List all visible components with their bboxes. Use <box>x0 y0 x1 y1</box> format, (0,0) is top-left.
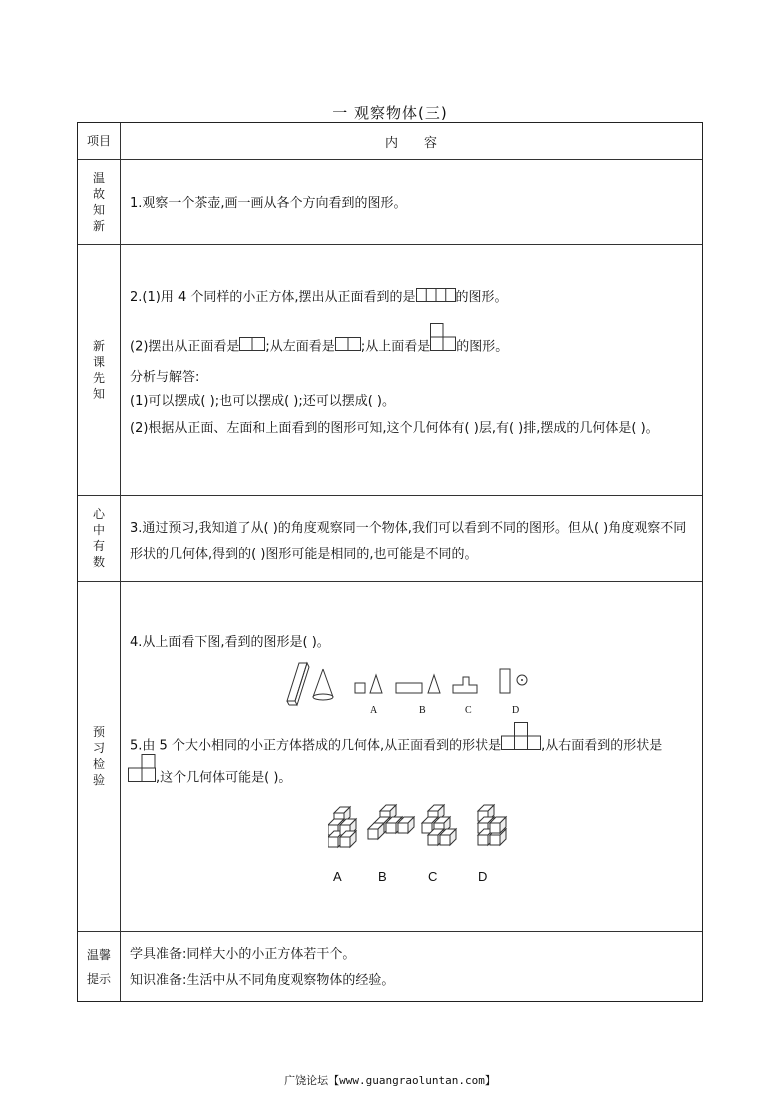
shape-right-view-icon <box>128 754 156 782</box>
q4-option-c[interactable]: C <box>465 705 472 716</box>
shape-front-view-icon <box>501 722 541 750</box>
assembly-a-icon <box>328 807 356 847</box>
solids-and-views-figure <box>285 661 545 713</box>
question-2-1: 2.(1)用 4 个同样的小正方体,摆出从正面看到的是 的图形。 <box>130 288 694 308</box>
cube-assemblies-figure <box>328 801 508 851</box>
shape-l-top-icon <box>430 323 456 351</box>
question-2-2: (2)摆出从正面看是 ;从左面看是 ;从上面看是 的图形。 <box>130 333 694 361</box>
answer-1: (1)可以摆成( );也可以摆成( );还可以摆成( )。 <box>130 394 396 409</box>
row-divider <box>78 931 702 932</box>
worksheet-table <box>77 122 703 1002</box>
row-divider <box>78 159 702 160</box>
option-a-square-icon <box>355 683 365 693</box>
section-check-content <box>130 581 694 931</box>
option-b-triangle-icon <box>428 675 440 693</box>
prism-icon <box>287 663 309 705</box>
q5-option-d[interactable]: D <box>478 869 488 884</box>
assembly-c-icon <box>422 805 456 845</box>
q5-option-a[interactable]: A <box>333 869 342 884</box>
q5-option-b[interactable]: B <box>378 869 387 884</box>
page-title: 一 观察物体(三) <box>332 104 448 122</box>
tip-line-1: 学具准备:同样大小的小正方体若干个。 <box>130 947 356 962</box>
section-preview-content <box>130 244 694 495</box>
answer-2: (2)根据从正面、左面和上面看到的图形可知,这个几何体有( )层,有( )排,摆成的几何体是( )。 <box>130 421 659 436</box>
shape-two-in-row-icon <box>239 337 265 351</box>
question-4-figure <box>285 661 545 713</box>
footer-source: 广饶论坛【www.guangraoluntan.com】 <box>284 1074 496 1087</box>
question-5-line2: ,这个几何体可能是( )。 <box>130 764 694 792</box>
q5-option-c[interactable]: C <box>428 869 438 884</box>
question-4: 4.从上面看下图,看到的图形是( )。 <box>130 635 330 650</box>
q4-option-d[interactable]: D <box>512 705 520 716</box>
q4-option-a[interactable]: A <box>370 705 378 716</box>
section-label-check: 预习检验 <box>92 725 105 787</box>
header-item: 项目 <box>86 134 111 148</box>
cone-icon <box>313 669 333 700</box>
shape-four-in-row-icon <box>416 288 456 302</box>
question-5-figure <box>328 801 508 851</box>
assembly-d-icon <box>478 805 506 845</box>
option-d-rect-icon <box>500 669 510 693</box>
question-3: 3.通过预习,我知道了从( )的角度观察同一个物体,我们可以看到不同的图形。但从( )角度观察不同形状的几何体,得到的( )图形可能是相同的,也可能是不同的。 <box>130 521 687 562</box>
row-divider <box>78 495 702 496</box>
shape-two-in-row-icon <box>335 337 361 351</box>
header-content: 内容 <box>384 135 463 151</box>
option-a-triangle-icon <box>370 675 382 693</box>
question-5-line1: 5.由 5 个大小相同的小正方体搭成的几何体,从正面看到的形状是 ,从右面看到的形状是 <box>130 732 694 760</box>
section-label-understanding: 心中有数 <box>92 507 105 569</box>
section-label-preview: 新课先知 <box>92 338 105 401</box>
column-divider <box>120 123 121 1001</box>
section-label-review: 温故知新 <box>92 170 105 233</box>
assembly-b-icon <box>368 805 414 839</box>
section-label-tips: 温馨提示 <box>86 948 111 986</box>
option-b-rect-icon <box>396 683 422 693</box>
analysis-heading: 分析与解答: <box>130 370 200 385</box>
question-1: 1.观察一个茶壶,画一画从各个方向看到的图形。 <box>130 196 407 211</box>
q4-option-b[interactable]: B <box>419 705 426 716</box>
tip-line-2: 知识准备:生活中从不同角度观察物体的经验。 <box>130 973 395 988</box>
option-c-trapezoid-icon <box>453 677 477 693</box>
